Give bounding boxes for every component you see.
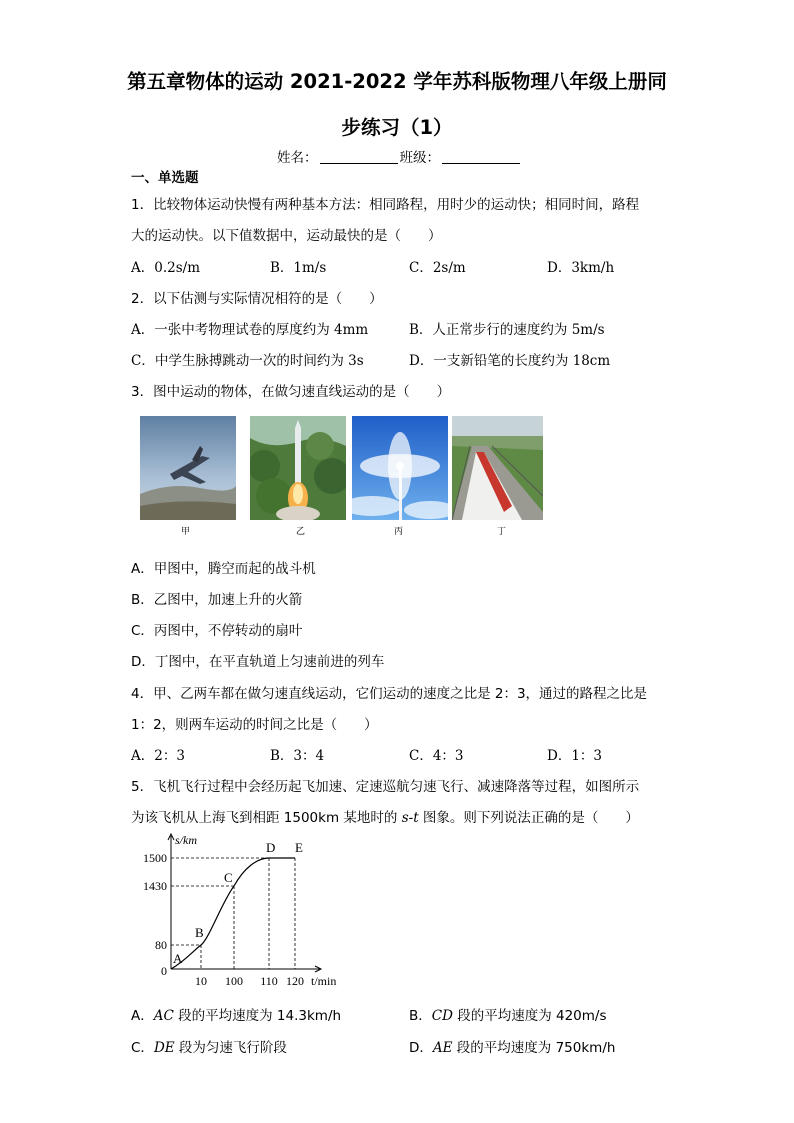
y-tick-label-80: 80 [155, 938, 167, 952]
q5-option-c-var: DE [153, 1040, 175, 1056]
q5-option-c-text: 段为匀速飞行阶段 [174, 1040, 287, 1056]
q5-option-a-var: AC [153, 1008, 174, 1024]
q5-option-d[interactable] [409, 1036, 615, 1056]
q2-option-d[interactable]: D．一支新铅笔的长度约为 18cm [409, 353, 611, 369]
q2-option-b[interactable]: B．人正常步行的速度约为 5m/s [409, 322, 605, 338]
q3-option-d[interactable]: D．丁图中，在平直轨道上匀速前进的列车 [131, 654, 385, 670]
q2-option-c[interactable]: C．中学生脉搏跳动一次的时间约为 3s [131, 353, 364, 369]
class-blank[interactable] [442, 151, 520, 164]
student-info-line [277, 146, 522, 166]
bullet-train-photo [452, 416, 543, 520]
q2-option-a[interactable]: A．一张中考物理试卷的厚度约为 4mm [131, 322, 369, 338]
q3-stem: 3．图中运动的物体，在做匀速直线运动的是（ ） [131, 384, 451, 400]
y-tick-label-1430: 1430 [143, 879, 167, 893]
q5-option-c-label: C． [131, 1040, 154, 1056]
q1-stem-line2: 大的运动快。以下值数据中，运动最快的是（ ） [131, 228, 442, 244]
page-title-line1: 第五章物体的运动 2021-2022 学年苏科版物理八年级上册同 [127, 70, 667, 93]
photo-caption-jia: 甲 [181, 527, 191, 537]
q5-option-a-label: A． [131, 1008, 154, 1024]
q5-stem-variable: s-t [401, 810, 419, 826]
q4-stem-line2: 1：2，则两车运动的时间之比是（ ） [131, 717, 378, 733]
q4-option-c[interactable]: C．4：3 [409, 748, 464, 764]
q3-option-c[interactable]: C．丙图中，不停转动的扇叶 [131, 623, 303, 639]
q5-option-c[interactable] [131, 1036, 287, 1056]
q5-option-d-label: D． [409, 1040, 433, 1056]
class-label: 班级： [399, 150, 440, 166]
name-label: 姓名： [277, 150, 318, 166]
q5-option-d-text: 段的平均速度为 750km/h [452, 1040, 616, 1056]
q5-option-b-label: B． [409, 1008, 432, 1024]
x-tick-label-10: 10 [195, 974, 207, 988]
q1-option-a[interactable]: A．0.2s/m [131, 260, 200, 276]
q5-option-b-text: 段的平均速度为 420m/s [452, 1008, 607, 1024]
q5-stem-text-a: 为该飞机从上海飞到相距 1500km 某地时的 [131, 810, 402, 826]
q1-stem-line1: 1．比较物体运动快慢有两种基本方法：相同路程，用时少的运动快；相同时间，路程 [131, 197, 640, 213]
fighter-jet-photo [140, 416, 236, 520]
x-axis-label: t/min [311, 974, 337, 988]
s-t-graph [133, 828, 353, 998]
q3-option-a[interactable]: A．甲图中，腾空而起的战斗机 [131, 561, 316, 577]
point-label-e: E [295, 840, 303, 855]
q5-stem-text-b: 图象。则下列说法正确的是（ ） [418, 810, 639, 826]
x-tick-label-120: 120 [286, 974, 304, 988]
q4-option-a[interactable]: A．2：3 [131, 748, 185, 764]
point-label-a: A [173, 951, 183, 966]
page-title-line2: 步练习（1） [341, 116, 453, 139]
rocket-launch-photo [250, 416, 346, 520]
x-tick-label-110: 110 [260, 974, 278, 988]
q5-option-a[interactable] [131, 1004, 341, 1024]
x-tick-label-100: 100 [225, 974, 243, 988]
y-tick-label-1500: 1500 [143, 851, 167, 865]
q2-stem: 2．以下估测与实际情况相符的是（ ） [131, 291, 383, 307]
q3-option-b[interactable]: B．乙图中，加速上升的火箭 [131, 592, 303, 608]
q4-stem-line1: 4．甲、乙两车都在做匀速直线运动，它们运动的速度之比是 2：3，通过的路程之比是 [131, 686, 648, 702]
q5-option-a-text: 段的平均速度为 14.3km/h [173, 1008, 342, 1024]
point-label-d: D [266, 840, 276, 855]
q1-option-c[interactable]: C．2s/m [409, 260, 466, 276]
distance-time-curve [171, 858, 295, 969]
q5-option-b[interactable] [409, 1004, 607, 1024]
point-label-c: C [224, 870, 233, 885]
point-label-b: B [195, 925, 204, 940]
q5-option-d-var: AE [432, 1040, 453, 1056]
q1-option-d[interactable]: D．3km/h [547, 260, 615, 276]
q5-option-b-var: CD [431, 1008, 453, 1024]
q4-option-d[interactable]: D．1：3 [547, 748, 603, 764]
photo-caption-yi: 乙 [296, 527, 306, 537]
y-axis-label: s/km [175, 833, 197, 847]
name-blank[interactable] [320, 151, 398, 164]
q1-option-b[interactable]: B．1m/s [270, 260, 327, 276]
q4-option-b[interactable]: B．3：4 [270, 748, 325, 764]
section-heading: 一、单选题 [131, 170, 199, 186]
origin-label: 0 [161, 964, 167, 978]
q5-stem-line1: 5．飞机飞行过程中会经历起飞加速、定速巡航匀速飞行、减速降落等过程，如图所示 [131, 779, 640, 795]
q5-stem-line2 [131, 806, 639, 826]
photo-caption-bing: 丙 [394, 527, 404, 537]
wind-turbine-photo [352, 416, 448, 520]
photo-caption-ding: 丁 [497, 527, 507, 537]
